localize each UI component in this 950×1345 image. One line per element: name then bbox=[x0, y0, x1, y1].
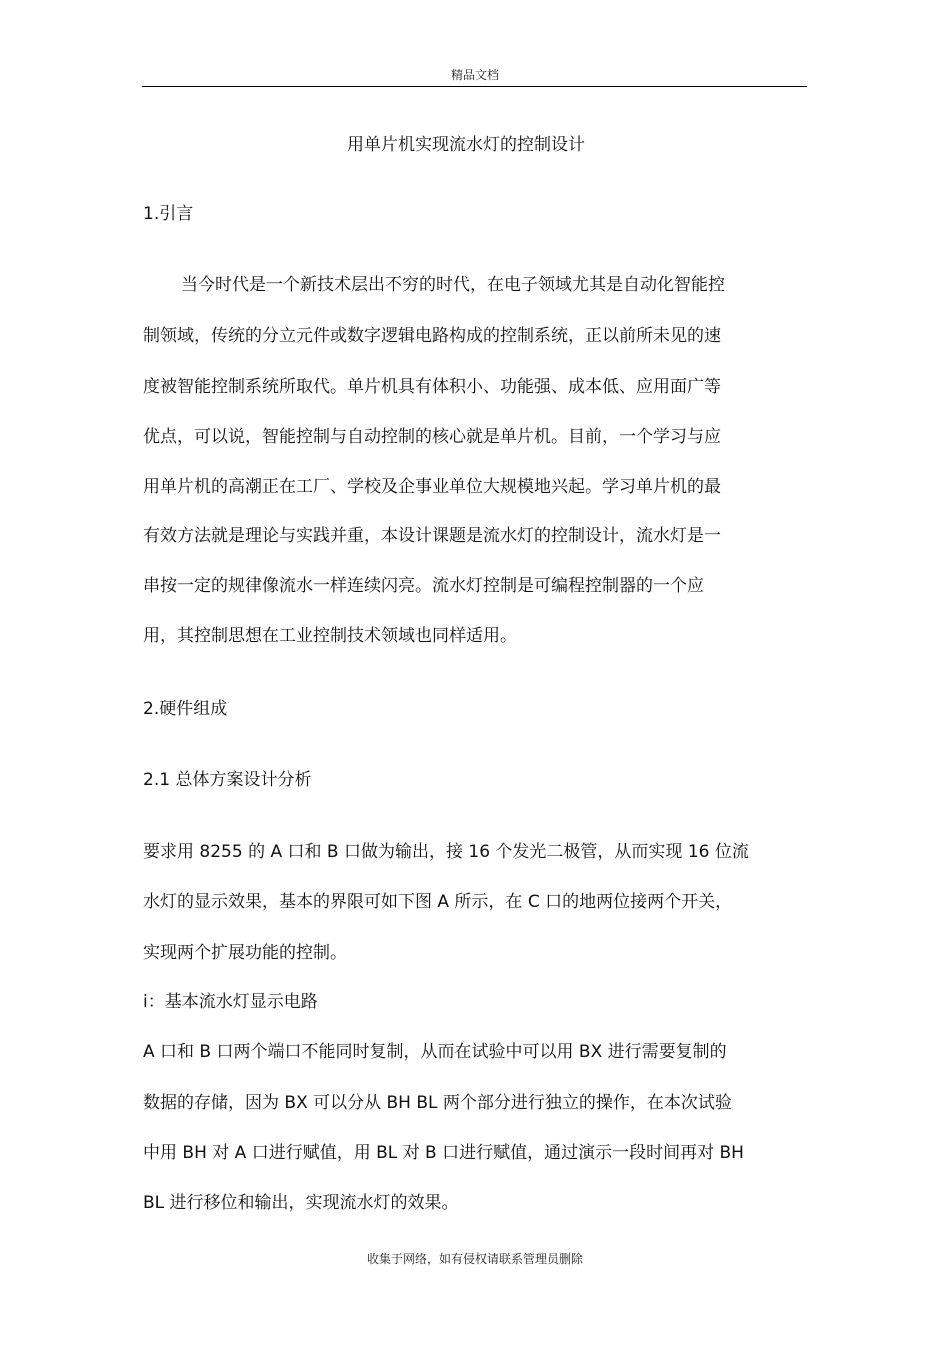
paragraph-line: 当今时代是一个新技术层出不穷的时代，在电子领域尤其是自动化智能控 bbox=[181, 275, 725, 295]
header-divider bbox=[142, 86, 807, 87]
document-title: 用单片机实现流水灯的控制设计 bbox=[347, 135, 585, 155]
paragraph-line: A 口和 B 口两个端口不能同时复制，从而在试验中可以用 BX 进行需要复制的 bbox=[143, 1042, 727, 1062]
paragraph-line: 数据的存储，因为 BX 可以分从 BH BL 两个部分进行独立的操作，在本次试验 bbox=[143, 1093, 732, 1113]
page-footer: 收集于网络，如有侵权请联系管理员删除 bbox=[366, 1252, 583, 1266]
subsection-heading-overall-design: 2.1 总体方案设计分析 bbox=[143, 770, 312, 790]
paragraph-line: 制领域，传统的分立元件或数字逻辑电路构成的控制系统，正以前所未见的速 bbox=[143, 326, 721, 346]
paragraph-line: 中用 BH 对 A 口进行赋值，用 BL 对 B 口进行赋值，通过演示一段时间再对 BH bbox=[143, 1143, 744, 1163]
paragraph-line: 优点，可以说，智能控制与自动控制的核心就是单片机。目前，一个学习与应 bbox=[143, 427, 721, 447]
paragraph-line: 用，其控制思想在工业控制技术领域也同样适用。 bbox=[143, 626, 517, 646]
paragraph-line: 度被智能控制系统所取代。单片机具有体积小、功能强、成本低、应用面广等 bbox=[143, 377, 721, 397]
paragraph-line: 水灯的显示效果，基本的界限可如下图 A 所示，在 C 口的地两位接两个开关， bbox=[143, 892, 733, 912]
section-heading-introduction: 1.引言 bbox=[143, 204, 194, 224]
paragraph-line: 实现两个扩展功能的控制。 bbox=[143, 943, 347, 963]
paragraph-line: BL 进行移位和输出，实现流水灯的效果。 bbox=[143, 1193, 459, 1213]
paragraph-line: 用单片机的高潮正在工厂、学校及企事业单位大规模地兴起。学习单片机的最 bbox=[143, 477, 721, 497]
paragraph-line: 有效方法就是理论与实践并重，本设计课题是流水灯的控制设计，流水灯是一 bbox=[143, 526, 721, 546]
item-heading-basic-circuit: i：基本流水灯显示电路 bbox=[143, 992, 318, 1012]
page-header: 精品文档 bbox=[450, 68, 499, 82]
section-heading-hardware: 2.硬件组成 bbox=[143, 699, 228, 719]
paragraph-line: 串按一定的规律像流水一样连续闪亮。流水灯控制是可编程控制器的一个应 bbox=[143, 576, 704, 596]
paragraph-line: 要求用 8255 的 A 口和 B 口做为输出，接 16 个发光二极管，从而实现 16 位流 bbox=[143, 842, 749, 862]
